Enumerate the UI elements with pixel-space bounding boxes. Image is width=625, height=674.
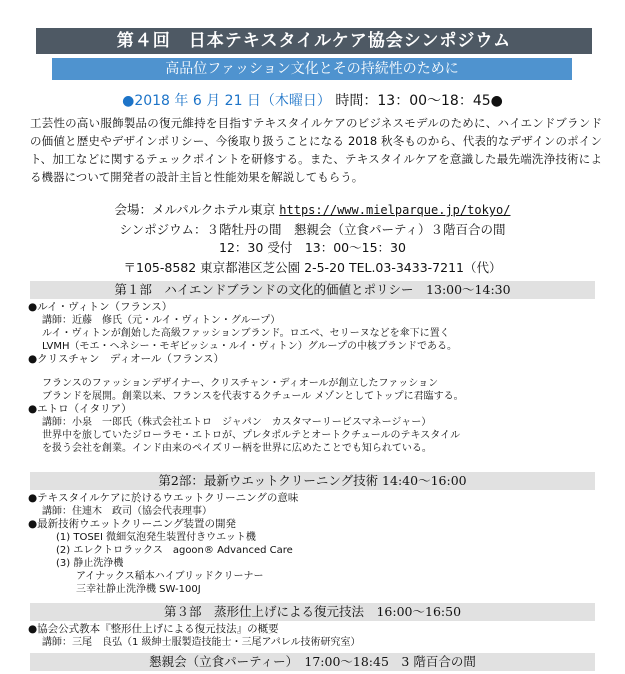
session-topic: ●クリスチャン ディオール（フランス） <box>28 353 225 365</box>
session-line: 三幸社静止洗浄機 SW-100J <box>76 584 201 595</box>
session-1-content <box>28 301 603 455</box>
session-line: LVMH（モエ・ヘネシー・モギビッシュ・ルイ・ヴィトン）グループの中核ブランドである。 <box>42 341 457 352</box>
venue-rooms: シンポジウム：３階牡丹の間 懇親会（立食パーティ）３階百合の間 <box>119 222 506 237</box>
session-line <box>28 366 603 377</box>
session-3-header: 第３部 蒸形仕上げによる復元技法 16:00～16:50 <box>30 603 595 621</box>
session-line: を扱う会社を創業。インド由来のペイズリー柄を世界に広めたことでも知られている。 <box>42 443 432 454</box>
page-subtitle: 高品位ファッション文化とその持続性のために <box>52 58 572 80</box>
event-time: 時間：13：00～18：45● <box>335 93 503 109</box>
session-line: (1) TOSEI 微細気泡発生装置付きウエット機 <box>56 532 256 543</box>
session-topic: ●テキスタイルケアに於けるウエットクリーニングの意味 <box>28 492 299 504</box>
page-title: 第４回 日本テキスタイルケア協会シンポジウム <box>36 28 592 54</box>
event-date: ●2018 年 6 月 21 日（木曜日） <box>122 93 331 109</box>
session-topic: ●最新技術ウエットクリーニング装置の開発 <box>28 518 237 530</box>
session-line: 講師：近藤 修氏（元・ルイ・ヴィトン・グループ） <box>42 315 281 326</box>
session-line: ルイ・ヴィトンが創始した高級ファッションブランド。ロエベ、セリーヌなどを傘下に置く <box>42 328 450 339</box>
session-2-content <box>28 492 603 596</box>
session-line: 講師：住連木 政司（協会代表理事） <box>42 506 212 517</box>
session-topic: ●ルイ・ヴィトン（フランス） <box>28 301 173 313</box>
session-topic: ●エトロ（イタリア） <box>28 403 132 415</box>
session-line: アイナックス稲本ハイブリッドクリーナー <box>76 571 264 582</box>
session-line: ブランドを展開。創業以来、フランスを代表するクチュール メゾンとしてトップに君臨する。 <box>42 391 464 402</box>
venue-label: 会場：メルパルクホテル東京 <box>114 202 276 217</box>
reception-time: 12：30 受付 13：00～15：30 <box>219 240 406 255</box>
session-topic: ●協会公式教本『整形仕上げによる復元技法』の概要 <box>28 623 279 635</box>
session-line: 世界中を旅していたジローラモ・エトロが、プレタポルテとオートクチュールのテキスタイル <box>42 430 461 441</box>
venue-line <box>0 200 625 218</box>
venue-address: 〒105-8582 東京都港区芝公園 2-5-20 TEL.03-3433-7211（代） <box>123 260 502 275</box>
session-3-content <box>28 623 603 649</box>
venue-url-link[interactable]: https://www.mielparque.jp/tokyo/ <box>279 203 511 217</box>
session-line: 講師：三尾 良弘（1 級紳士服製造技能士・三尾アパレル技術研究室） <box>42 637 361 648</box>
reception-party-header: 懇親会（立食パーティー） 17:00～18:45 3 階百合の間 <box>30 653 595 671</box>
session-line: 講師：小泉 一郎氏（株式会社エトロ ジャパン カスタマーリービスマネージャー） <box>42 417 432 428</box>
session-line: フランスのファッションデザイナー、クリスチャン・ディオールが創立したファッション <box>42 378 439 389</box>
session-line: (2) エレクトロラックス agoon® Advanced Care <box>56 545 293 556</box>
session-line: (3) 静止洗浄機 <box>56 558 124 569</box>
intro-paragraph: 工芸性の高い服飾製品の復元維持を目指すテキスタイルケアのビジネスモデルのために、ハイエンドブランドの価値と歴史やデザインポリシー、今後取り扱うことになる 2018 秋冬ものから、代表的なデザインのポイント、加工などに関するテェックポイントを研修する。また、テキスタイルケアを意識した最先端洗浄技術による機器について開発者の設計主旨と性能効果を解説してもらう。 <box>30 116 602 184</box>
event-datetime <box>0 92 625 110</box>
session-2-header: 第2部：最新ウエットクリーニング技術 14:40～16:00 <box>30 472 595 490</box>
session-1-header: 第１部 ハイエンドブランドの文化的価値とポリシー 13:00～14:30 <box>30 281 595 299</box>
